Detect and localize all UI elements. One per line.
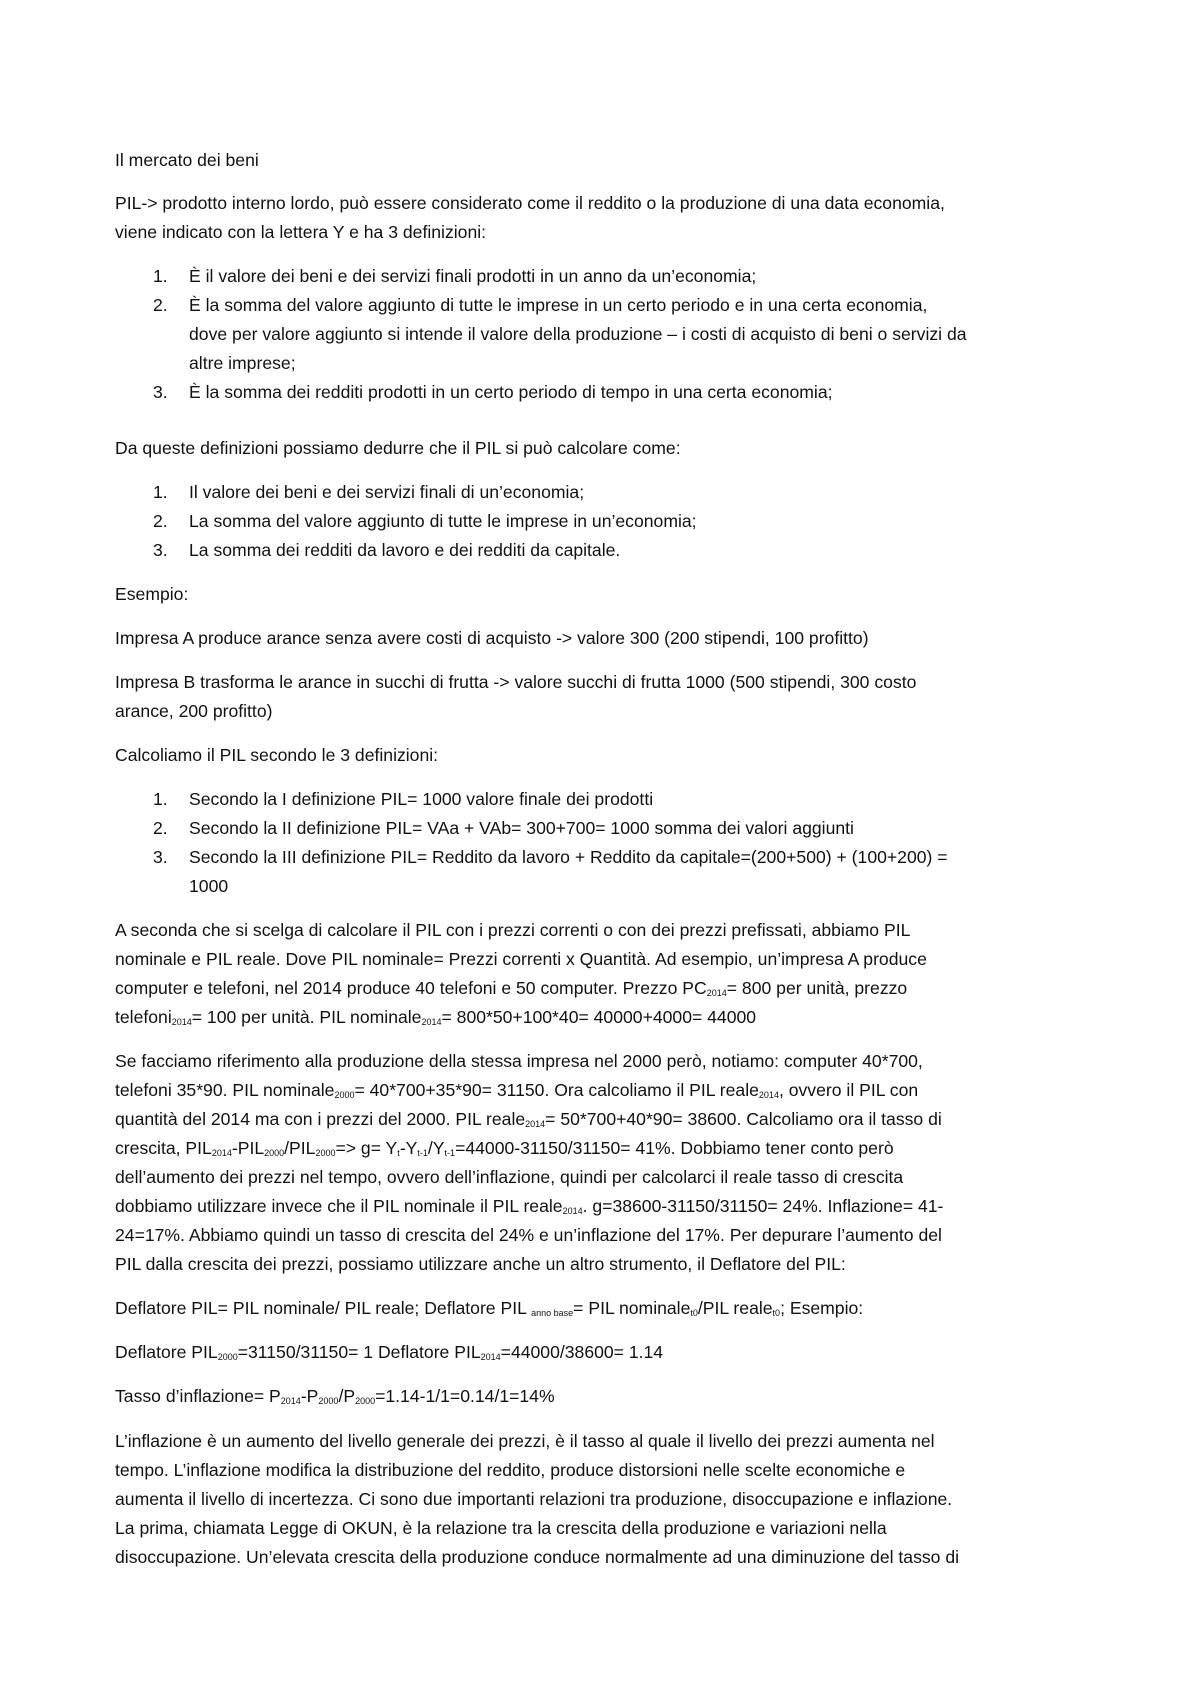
list-item-continuation: altre imprese; [189,353,296,373]
impresa-b-line-1: Impresa B trasforma le arance in succhi di frutta -> valore succhi di frutta 1000 (500 stipendi, 300 costo [115,672,917,692]
list-item: 3. È la somma dei redditi prodotti in un certo periodo di tempo in una certa economia; [153,382,833,402]
list-item: 3. La somma dei redditi da lavoro e dei redditi da capitale. [153,540,621,560]
deflator-definition: Deflatore PIL= PIL nominale/ PIL reale; Deflatore PIL $_{anno base}$= PIL nominale$_{t0}$/PIL reale$_{t0}$; Esempio: [115,1298,864,1318]
example-label: Esempio: [115,584,189,604]
list-item: 1. Il valore dei beni e dei servizi finali di un’economia; [153,482,585,502]
intro-line-1: PIL-> prodotto interno lordo, può essere considerato come il reddito o la produzione di una data economia, [115,193,945,213]
list-item: 1. Secondo la I definizione PIL= 1000 valore finale dei prodotti [153,789,654,809]
deduce-intro: Da queste definizioni possiamo dedurre che il PIL si può calcolare come: [115,438,681,458]
deflator-example: Deflatore $PIL_{2000}=31150/31150= 1$ Deflatore $PIL_{2014}=44000/38600= 1.14$ [115,1342,664,1362]
list-item: 2. La somma del valore aggiunto di tutte le imprese in un’economia; [153,511,697,531]
definitions-list [115,262,1115,407]
list-item: 1. È il valore dei beni e dei servizi finali prodotti in un anno da un’economia; [153,266,757,286]
list-item-continuation: 1000 [189,876,229,896]
list-item-continuation: dove per valore aggiunto si intende il valore della produzione – i costi di acquisto di beni o servizi da [189,324,967,344]
impresa-b-line-2: arance, 200 profitto) [115,701,273,721]
calc-methods-list [115,478,1115,565]
document-title: Il mercato dei beni [115,150,259,170]
intro-line-2: viene indicato con la lettera Y e ha 3 definizioni: [115,222,487,242]
document-page: Il mercato dei beni PIL-> prodotto interno lordo, può essere considerato come il reddito o la produzione di una data economia, viene indicato con la lettera Y e ha 3 definizioni: 1. È il valore dei beni e dei servizi finali prodotti in un anno da un’economia; 2. È la somma del valore aggiunto di tutte le imprese in un certo periodo e in una certa economia, dove per valore aggiunto si intende il valore della produzione – i costi di acquisto di beni o servizi da altre imprese; 3. È la somma dei redditi prodotti in un certo periodo di tempo in una certa economia; Da queste definizioni possiamo dedurre che il PIL si può calcolare come: 1. Il valore dei beni e dei servizi finali di un’economia; 2. La somma del valore aggiunto di tutte le imprese in un’economia; 3. La somma dei redditi da lavoro e dei redditi da capitale. Esempio: Impresa A produce arance senza avere costi di acquisto -> valore 300 (200 stipendi, 100 profitto) Impresa B trasforma le arance in succhi di frutta -> valore succhi di frutta 1000 (500 stipendi, 300 costo arance, 200 profitto) Calcoliamo il PIL secondo le 3 definizioni: 1. Secondo la I definizione PIL= 1000 valore finale dei prodotti 2. Secondo la II definizione PIL= VAa + VAb= 300+700= 1000 somma dei valori aggiunti 3. Secondo la III definizione PIL= Reddito da lavoro + Reddito da capitale=(200+500) + (100+200) = 1000 A seconda che si scelga di calcolare il PIL con i prezzi correnti o con dei prezzi prefissati, abbiamo PIL nominale e PIL reale. Dove PIL nominale= Prezzi correnti x Quantità. Ad esempio, un’impresa A produce computer e telefoni, nel 2014 produce 40 telefoni e 50 computer. Prezzo $PC_{2014}= 800$ per unità, prezzo telefoni$_{2014}$= 100 per unità. PIL nominale$_{2014}$= 800*50+100*40= 40000+4000= 44000 Se facciamo riferimento alla produzione della stessa impresa nel 2000 però, notiamo: computer 40*700, telefoni 35*90. PIL nominale$_{2000}$= 40*700+35*90= 31150. Ora calcoliamo il PIL reale$_{2014}$, ovvero il PIL con quantità del 2014 ma con i prezzi del 2000. PIL reale$_{2014}$= 50*700+40*90= 38600. Calcoliamo ora il tasso di crescita, $PIL_{2014}-PIL_{2000}/PIL_{2000}=> g= Y_t-Y_{t-1}/Y_{t-1}=44000-31150/31150= 41\%$. Dobbiamo tener conto però dell’aumento dei prezzi nel tempo, ovvero dell’inflazione, quindi per calcolarci il reale tasso di crescita dobbiamo utilizzare invece che il PIL nominale il PIL reale$_{2014}$. g=38600-31150/31150= 24%. Inflazione= 41- 24=17%. Abbiamo quindi un tasso di crescita del 24% e un’inflazione del 17%. Per depurare l’aumento del PIL dalla crescita dei prezzi, possiamo utilizzare anche un altro strumento, il Deflatore del PIL: Deflatore PIL= PIL nominale/ PIL reale; Deflatore PIL $_{anno base}$= PIL nominale$_{t0}$/PIL reale$_{t0}$; Esempio: Deflatore $PIL_{2000}=31150/31150= 1$ Deflatore $PIL_{2014}=44000/38600= 1.14$ Tasso d’inflazione= $P_{2014}-P_{2000}/P_{2000}=1.14-1/1=0.14/1=14\%$ L’inflazione è un aumento del livello generale dei prezzi, è il tasso al quale il livello dei prezzi aumenta nel tempo. L’inflazione modifica la distribuzione del reddito, produce distorsioni nelle scelte economiche e aumenta il livello di incertezza. Ci sono due importanti relazioni tra produzione, disoccupazione e inflazione. La prima, chiamata Legge di OKUN, è la relazione tra la crescita della produzione e variazioni nella disoccupazione. Un’elevata crescita della produzione conduce normalmente ad una diminuzione del tasso di [0,0,1200,1698]
list-item: 3. Secondo la III definizione PIL= Reddito da lavoro + Reddito da capitale=(200+500) + (100+200) = [153,847,948,867]
list-item: 2. È la somma del valore aggiunto di tutte le imprese in un certo periodo e in una certa economia, [153,295,928,315]
calc-intro: Calcoliamo il PIL secondo le 3 definizioni: [115,745,439,765]
calc-items-list [115,785,1115,901]
list-item: 2. Secondo la II definizione PIL= VAa + VAb= 300+700= 1000 somma dei valori aggiunti [153,818,854,838]
inflation-rate: Tasso d’inflazione= $P_{2014}-P_{2000}/P_{2000}=1.14-1/1=0.14/1=14\%$ [115,1386,555,1406]
impresa-a: Impresa A produce arance senza avere costi di acquisto -> valore 300 (200 stipendi, 100 profitto) [115,628,869,648]
